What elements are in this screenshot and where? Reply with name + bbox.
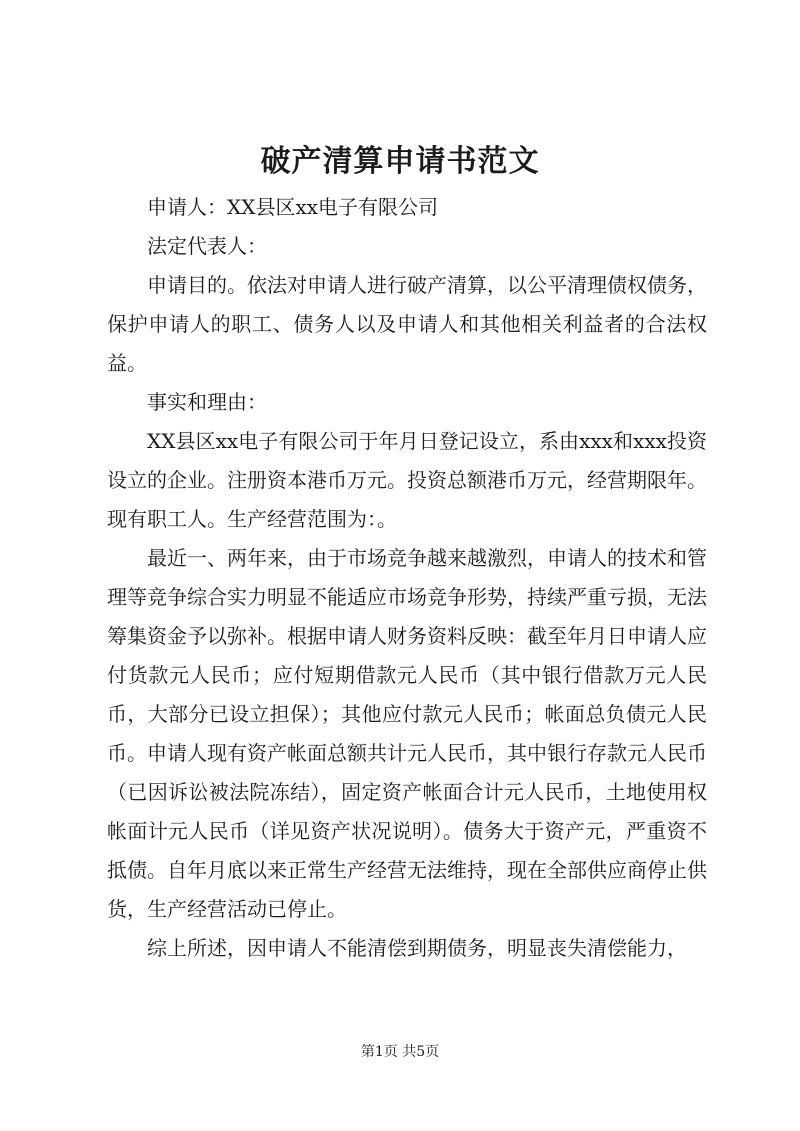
legal-representative-paragraph: 法定代表人：: [147, 234, 267, 258]
page-number-footer: 第1页 共5页: [360, 1044, 440, 1060]
company-info-paragraph: XX县区xx电子有限公司于年月日登记设立，系由xxx和xxx投资设立的企业。注册资本港币万元。投资总额港币万元，经营期限年。现有职工人。生产经营范围为：。: [107, 429, 707, 531]
document-body: [107, 188, 707, 968]
conclusion-paragraph: 综上所述，因申请人不能清偿到期债务，明显丧失清偿能力，: [147, 936, 687, 960]
purpose-paragraph: 申请目的。依法对申请人进行破产清算，以公平清理债权债务，保护申请人的职工、债务人以及申请人和其他相关利益者的合法权益。: [107, 273, 707, 375]
facts-heading-paragraph: 事实和理由：: [147, 390, 267, 414]
applicant-paragraph: 申请人：XX县区xx电子有限公司: [147, 195, 439, 219]
financial-status-paragraph: 最近一、两年来，由于市场竞争越来越激烈，申请人的技术和管理等竞争综合实力明显不能适应市场竞争形势，持续严重亏损，无法筹集资金予以弥补。根据申请人财务资料反映：截至年月日申请人应付货款元人民币；应付短期借款元人民币（其中银行借款万元人民币，大部分已设立担保）；其他应付款元人民币；帐面总负债元人民币。申请人现有资产帐面总额共计元人民币，其中银行存款元人民币（已因诉讼被法院冻结），固定资产帐面合计元人民币，土地使用权帐面计元人民币（详见资产状况说明）。债务大于资产元，严重资不抵债。自年月底以来正常生产经营无法维持，现在全部供应商停止供货，生产经营活动已停止。: [107, 546, 707, 921]
document-title: 破产清算申请书范文: [260, 144, 540, 179]
